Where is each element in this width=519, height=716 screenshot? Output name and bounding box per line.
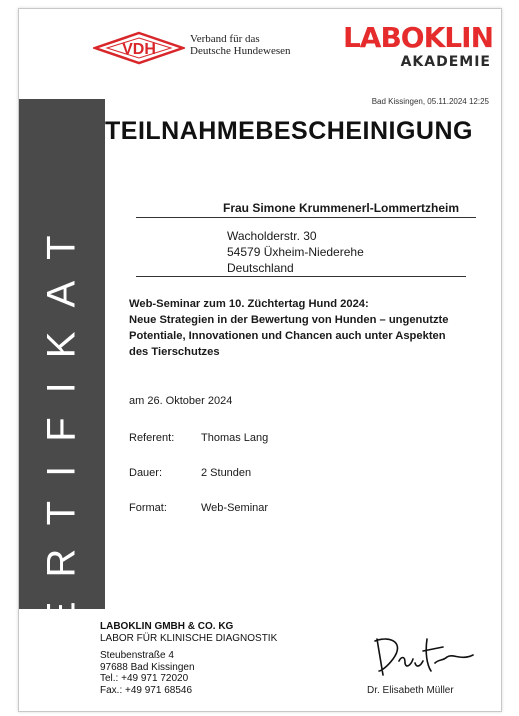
event-date: am 26. Oktober 2024 <box>129 395 233 407</box>
certificate-sheet <box>18 8 502 712</box>
company-street: Steubenstraße 4 <box>100 650 174 661</box>
vdh-logo-text: VDH <box>122 41 156 58</box>
seminar-title-line: Web-Seminar zum 10. Züchtertag Hund 2024: <box>129 298 369 310</box>
seminar-title-line: Neue Strategien in der Bewertung von Hunden – ungenutzte <box>129 314 449 326</box>
format-label: Format: <box>129 502 167 514</box>
seminar-title-line: Potentiale, Innovationen und Chancen auch unter Aspekten <box>129 330 446 342</box>
certificate-sidebar <box>19 99 105 677</box>
vdh-name <box>190 33 291 57</box>
laboklin-akademie: AKADEMIE <box>400 54 491 70</box>
sidebar-label: ZERTIFIKAT <box>39 211 84 677</box>
company-fax: Fax.: +49 971 68546 <box>100 684 193 696</box>
vdh-name-line: Deutsche Hundewesen <box>190 45 291 57</box>
seminar-title <box>129 296 514 360</box>
vdh-logo <box>93 31 185 65</box>
duration-value: 2 Stunden <box>201 467 252 479</box>
laboklin-logo: LABOKLIN <box>342 21 493 54</box>
recipient-address <box>227 228 364 276</box>
recipient-name: Frau Simone Krummenerl-Lommertzheim <box>223 201 460 215</box>
format-value: Web-Seminar <box>201 502 269 514</box>
certificate-title: TEILNAHMEBESCHEINIGUNG <box>105 117 473 145</box>
company-city: 97688 Bad Kissingen <box>100 661 195 673</box>
vdh-name-line: Verband für das <box>190 33 260 45</box>
address-line: Deutschland <box>227 261 294 275</box>
referent-value: Thomas Lang <box>201 432 269 444</box>
seminar-title-line: des Tierschutzes <box>129 346 220 358</box>
company-info <box>100 621 277 696</box>
signer-name: Dr. Elisabeth Müller <box>367 685 454 696</box>
divider <box>136 217 476 218</box>
address-line: Wacholderstr. 30 <box>227 229 317 243</box>
company-description: LABOR FÜR KLINISCHE DIAGNOSTIK <box>100 632 278 644</box>
duration-label: Dauer: <box>129 467 163 479</box>
address-line: 54579 Üxheim-Niederehe <box>227 245 364 259</box>
company-name: LABOKLIN GMBH & CO. KG <box>100 621 234 632</box>
place-date: Bad Kissingen, 05.11.2024 12:25 <box>371 97 489 106</box>
referent-label: Referent: <box>129 432 175 444</box>
divider <box>136 276 466 277</box>
signature <box>369 631 479 681</box>
company-phone: Tel.: +49 971 72020 <box>100 673 189 684</box>
